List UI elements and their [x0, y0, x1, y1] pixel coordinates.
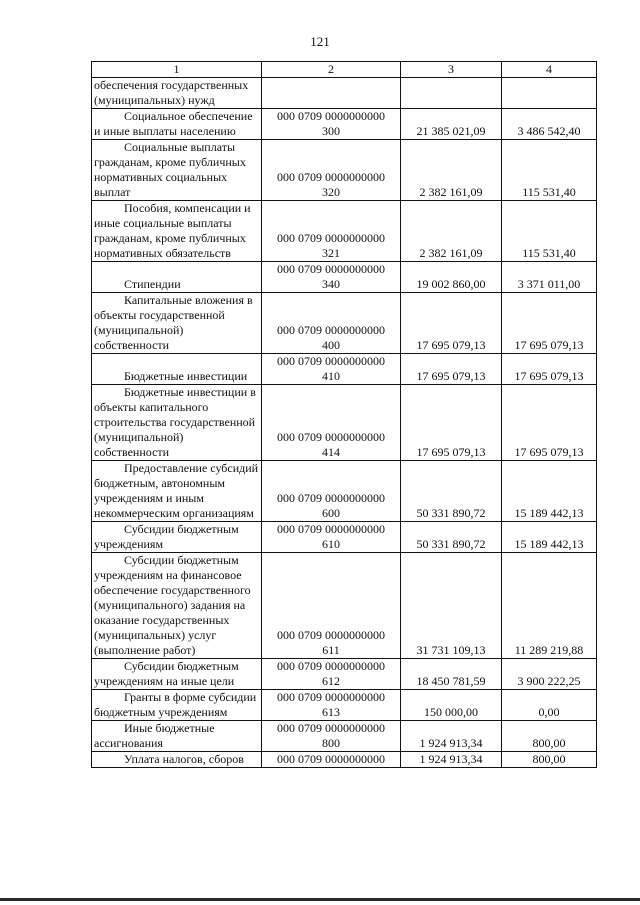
expense-type-code: 320 [322, 185, 340, 199]
budget-classification-code: 000 0709 0000000000 [277, 354, 385, 368]
row-planned-amount: 21 385 021,09 [401, 109, 502, 140]
table-row [92, 140, 597, 201]
row-planned-amount: 17 695 079,13 [401, 385, 502, 461]
row-planned-amount: 50 331 890,72 [401, 522, 502, 553]
expense-type-code: 410 [322, 369, 340, 383]
row-description [92, 109, 262, 140]
row-executed-amount: 0,00 [502, 690, 597, 721]
budget-classification-code: 000 0709 0000000000 [277, 690, 385, 704]
row-description-text: Бюджетные инвестиции [124, 369, 248, 383]
row-planned-amount: 18 450 781,59 [401, 659, 502, 690]
row-budget-code [262, 752, 401, 768]
row-description [92, 354, 262, 385]
budget-classification-code: 000 0709 0000000000 [277, 721, 385, 735]
row-description-text: Стипендии [124, 277, 181, 291]
row-executed-amount: 17 695 079,13 [502, 385, 597, 461]
row-budget-code [262, 262, 401, 293]
row-planned-amount: 150 000,00 [401, 690, 502, 721]
table-row [92, 262, 597, 293]
row-executed-amount: 15 189 442,13 [502, 522, 597, 553]
budget-classification-code: 000 0709 0000000000 [277, 170, 385, 184]
row-planned-amount: 17 695 079,13 [401, 354, 502, 385]
row-description [92, 522, 262, 553]
row-description [92, 659, 262, 690]
page-number: 121 [310, 34, 330, 49]
row-executed-amount: 17 695 079,13 [502, 354, 597, 385]
column-header: 3 [401, 62, 502, 78]
budget-classification-code: 000 0709 0000000000 [277, 522, 385, 536]
budget-table [91, 61, 597, 768]
budget-classification-code: 000 0709 0000000000 [277, 231, 385, 245]
row-description-text: Бюджетные инвестиции в объекты капитального строительства государственной (муниципальной) собственности [94, 385, 256, 459]
table-row [92, 293, 597, 354]
table-row [92, 78, 597, 109]
expense-type-code: 321 [322, 246, 340, 260]
table-row [92, 354, 597, 385]
row-planned-amount: 1 924 913,34 [401, 752, 502, 768]
row-description [92, 385, 262, 461]
expense-type-code: 612 [322, 674, 340, 688]
table-row [92, 522, 597, 553]
expense-type-code: 611 [322, 643, 340, 657]
expense-type-code: 613 [322, 705, 340, 719]
budget-classification-code: 000 0709 0000000000 [277, 628, 385, 642]
row-budget-code [262, 659, 401, 690]
table-row [92, 752, 597, 768]
scan-edge-line [0, 898, 640, 901]
row-budget-code [262, 690, 401, 721]
row-planned-amount: 50 331 890,72 [401, 461, 502, 522]
budget-classification-code: 000 0709 0000000000 [277, 659, 385, 673]
table-header-row [92, 62, 597, 78]
table-row [92, 721, 597, 752]
budget-classification-code: 000 0709 0000000000 [277, 491, 385, 505]
row-description-text: Субсидии бюджетным учреждениям на финансовое обеспечение государственного (муниципального) задания на оказание государственных (муниципальных) услуг (выполнение работ) [94, 553, 251, 657]
row-budget-code [262, 385, 401, 461]
row-planned-amount: 17 695 079,13 [401, 293, 502, 354]
column-header: 1 [92, 62, 262, 78]
expense-type-code: 400 [322, 338, 340, 352]
column-header: 2 [262, 62, 401, 78]
row-budget-code [262, 553, 401, 659]
column-header: 4 [502, 62, 597, 78]
budget-classification-code: 000 0709 0000000000 [277, 323, 385, 337]
table-row [92, 109, 597, 140]
row-planned-amount: 2 382 161,09 [401, 201, 502, 262]
row-description-text: Иные бюджетные ассигнования [94, 721, 215, 750]
table-row [92, 659, 597, 690]
row-budget-code [262, 461, 401, 522]
row-planned-amount: 2 382 161,09 [401, 140, 502, 201]
expense-type-code: 300 [322, 124, 340, 138]
row-budget-code [262, 522, 401, 553]
row-description-text: Социальное обеспечение и иные выплаты населению [94, 109, 253, 138]
row-description [92, 752, 262, 768]
row-planned-amount: 31 731 109,13 [401, 553, 502, 659]
row-budget-code [262, 140, 401, 201]
table-row [92, 461, 597, 522]
row-description [92, 140, 262, 201]
row-executed-amount: 15 189 442,13 [502, 461, 597, 522]
row-executed-amount: 3 371 011,00 [502, 262, 597, 293]
row-executed-amount: 11 289 219,88 [502, 553, 597, 659]
row-description-text: обеспечения государственных (муниципальных) нужд [94, 78, 249, 107]
table-row [92, 385, 597, 461]
row-budget-code [262, 354, 401, 385]
row-executed-amount: 115 531,40 [502, 140, 597, 201]
row-description-text: Предоставление субсидий бюджетным, автономным учреждениям и иным некоммерческим организациям [94, 461, 259, 520]
expense-type-code: 340 [322, 277, 340, 291]
expense-type-code: 414 [322, 445, 340, 459]
row-description-text: Субсидии бюджетным учреждениям [94, 522, 239, 551]
budget-classification-code: 000 0709 0000000000 [277, 262, 385, 276]
row-planned-amount: 1 924 913,34 [401, 721, 502, 752]
row-description [92, 201, 262, 262]
budget-classification-code: 000 0709 0000000000 [277, 430, 385, 444]
row-executed-amount: 115 531,40 [502, 201, 597, 262]
expense-type-code: 800 [322, 736, 340, 750]
row-executed-amount: 3 486 542,40 [502, 109, 597, 140]
table-row [92, 690, 597, 721]
row-description [92, 553, 262, 659]
row-planned-amount: 19 002 860,00 [401, 262, 502, 293]
row-executed-amount: 3 900 222,25 [502, 659, 597, 690]
row-description [92, 721, 262, 752]
expense-type-code: 610 [322, 537, 340, 551]
row-executed-amount: 800,00 [502, 721, 597, 752]
row-executed-amount: 800,00 [502, 752, 597, 768]
row-description [92, 262, 262, 293]
table-row [92, 553, 597, 659]
row-description [92, 690, 262, 721]
expense-type-code: 600 [322, 506, 340, 520]
row-description-text: Уплата налогов, сборов [124, 752, 244, 766]
row-executed-amount: 17 695 079,13 [502, 293, 597, 354]
row-description [92, 461, 262, 522]
row-budget-code [262, 78, 401, 109]
row-budget-code [262, 201, 401, 262]
row-description [92, 293, 262, 354]
budget-classification-code: 000 0709 0000000000 [277, 752, 385, 766]
row-description [92, 78, 262, 109]
row-description-text: Пособия, компенсации и иные социальные выплаты гражданам, кроме публичных нормативных обязательств [94, 201, 251, 260]
row-budget-code [262, 721, 401, 752]
budget-classification-code: 000 0709 0000000000 [277, 109, 385, 123]
row-description-text: Социальные выплаты гражданам, кроме публичных нормативных социальных выплат [94, 140, 246, 199]
row-description-text: Гранты в форме субсидии бюджетным учреждениям [94, 690, 257, 719]
row-planned-amount [401, 78, 502, 109]
row-budget-code [262, 293, 401, 354]
row-description-text: Субсидии бюджетным учреждениям на иные цели [94, 659, 239, 688]
row-description-text: Капитальные вложения в объекты государственной (муниципальной) собственности [94, 293, 253, 352]
table-row [92, 201, 597, 262]
row-budget-code [262, 109, 401, 140]
row-executed-amount [502, 78, 597, 109]
